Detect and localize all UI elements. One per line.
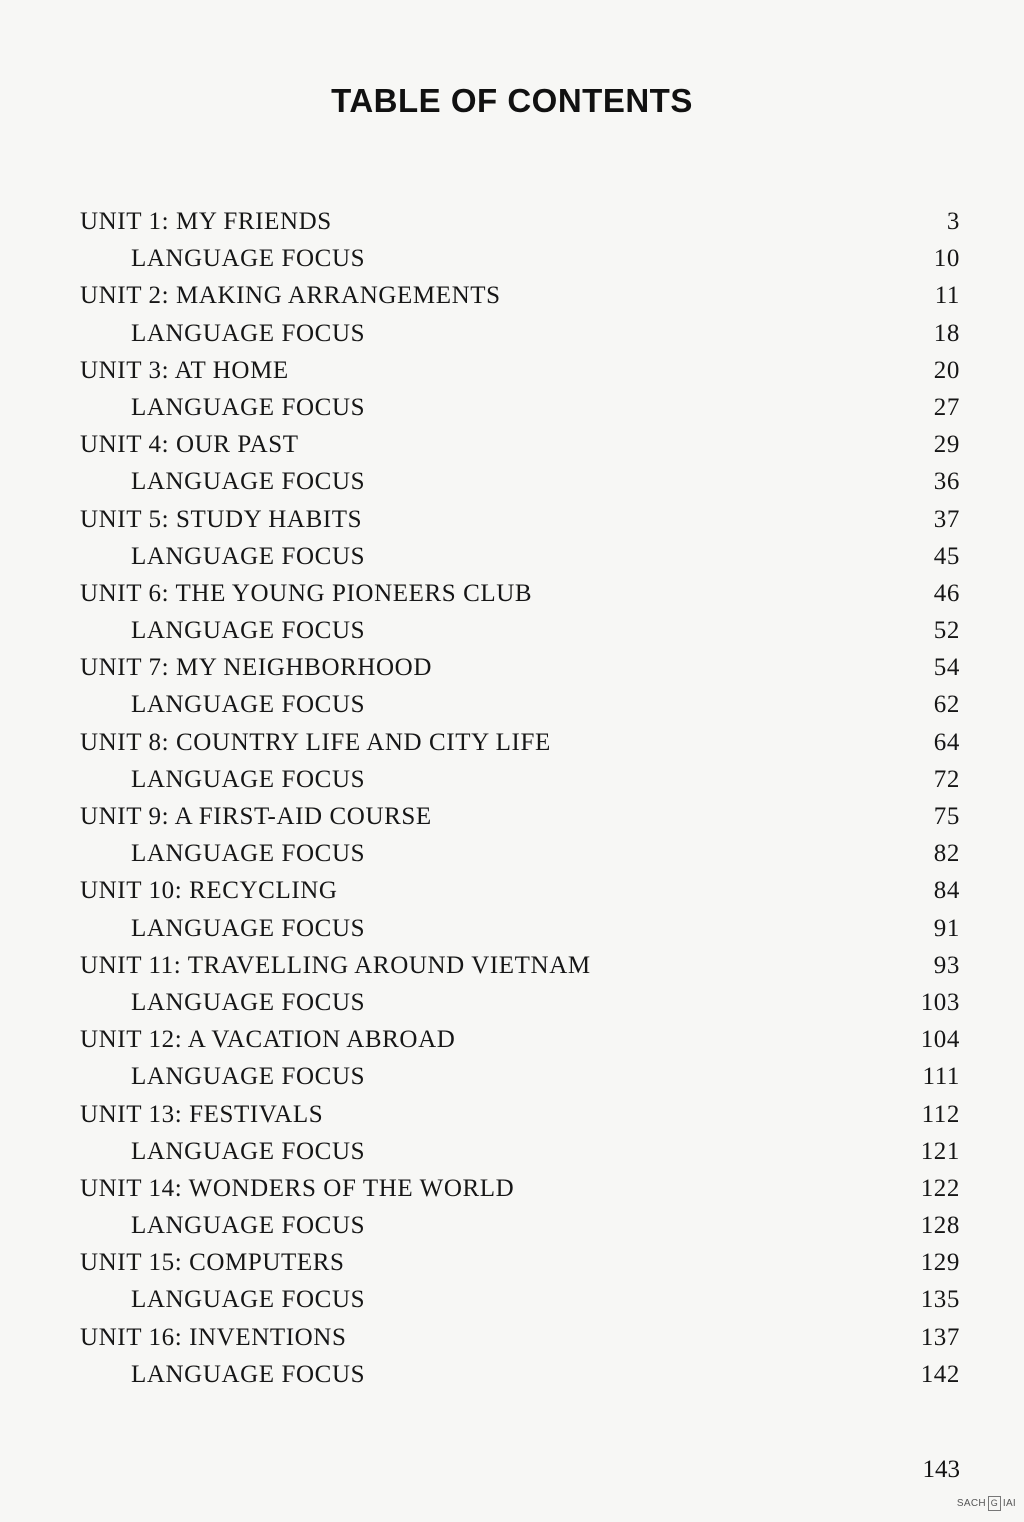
- toc-entry-label: LANGUAGE FOCUS: [131, 691, 366, 719]
- toc-entry-label: LANGUAGE FOCUS: [131, 1137, 366, 1165]
- toc-entry-label: UNIT 4: OUR PAST: [80, 431, 299, 459]
- toc-entry-page: 37: [933, 505, 960, 533]
- toc-entry-page: 82: [933, 840, 960, 868]
- toc-subentry: [80, 686, 962, 723]
- toc-entry-label: LANGUAGE FOCUS: [131, 617, 366, 645]
- toc-entry-page: 93: [933, 951, 960, 979]
- toc-entry: [80, 1096, 962, 1133]
- toc-entry-label: LANGUAGE FOCUS: [131, 1360, 366, 1388]
- toc-entry-label: LANGUAGE FOCUS: [131, 1286, 366, 1314]
- toc-entry: [80, 1170, 962, 1207]
- toc-entry-label: UNIT 1: MY FRIENDS: [80, 208, 332, 235]
- toc-entry: [80, 724, 962, 761]
- toc-entry-label: LANGUAGE FOCUS: [131, 988, 366, 1016]
- page-title: TABLE OF CONTENTS: [331, 82, 693, 119]
- toc-subentry: [80, 835, 962, 872]
- toc-entry-label: UNIT 13: FESTIVALS: [80, 1100, 324, 1128]
- toc-entry-label: UNIT 10: RECYCLING: [80, 877, 338, 905]
- toc-subentry: [80, 984, 962, 1021]
- toc-entry-label: LANGUAGE FOCUS: [131, 468, 366, 496]
- toc-entry-page: 11: [934, 282, 960, 310]
- toc-subentry: [80, 1281, 962, 1318]
- toc-entry-page: 18: [933, 319, 960, 347]
- toc-entry-label: LANGUAGE FOCUS: [131, 840, 366, 868]
- toc-entry-page: 135: [920, 1286, 960, 1314]
- toc-entry-page: 45: [933, 542, 960, 570]
- toc-entry-page: 128: [920, 1212, 960, 1240]
- toc-entry-page: 129: [920, 1249, 960, 1277]
- toc-entry-label: LANGUAGE FOCUS: [131, 319, 366, 347]
- watermark-logo: [957, 1496, 1016, 1511]
- toc-subentry: [80, 389, 962, 426]
- toc-entry-label: UNIT 16: INVENTIONS: [80, 1323, 347, 1351]
- toc-entry-page: 27: [933, 393, 960, 421]
- toc-entry-page: 20: [933, 356, 960, 384]
- toc-entry-page: 122: [920, 1174, 960, 1202]
- toc-entry-page: 3: [946, 208, 960, 235]
- toc-entry-label: UNIT 3: AT HOME: [80, 356, 289, 384]
- watermark-suffix: IAI: [1002, 1498, 1016, 1509]
- toc-entry-page: 111: [922, 1063, 960, 1091]
- toc-entry-page: 10: [933, 245, 960, 273]
- watermark-box: G: [988, 1496, 1001, 1511]
- toc-subentry: [80, 1133, 962, 1170]
- toc-entry: [80, 1319, 962, 1356]
- toc-subentry: [80, 538, 962, 575]
- toc-subentry: [80, 761, 962, 798]
- toc-entry-page: 72: [933, 765, 960, 793]
- toc-entry: [80, 872, 962, 909]
- toc-entry: [80, 352, 962, 389]
- toc-entry-label: UNIT 7: MY NEIGHBORHOOD: [80, 654, 432, 682]
- toc-entry-label: LANGUAGE FOCUS: [131, 393, 366, 421]
- toc-entry-label: UNIT 12: A VACATION ABROAD: [80, 1026, 456, 1054]
- toc-entry-page: 29: [933, 431, 960, 459]
- toc-entry: [80, 501, 962, 538]
- toc-subentry: [80, 240, 962, 277]
- toc-entry-page: 84: [933, 877, 960, 905]
- toc-subentry: [80, 1058, 962, 1095]
- toc-subentry: [80, 1207, 962, 1244]
- toc-entry: [80, 649, 962, 686]
- toc-entry-page: 54: [933, 654, 960, 682]
- toc-entry: [80, 947, 962, 984]
- toc-entry-page: 142: [920, 1360, 960, 1388]
- toc-subentry: [80, 612, 962, 649]
- toc-subentry: [80, 910, 962, 947]
- toc-entry-label: UNIT 8: COUNTRY LIFE AND CITY LIFE: [80, 728, 551, 756]
- toc-entry-label: LANGUAGE FOCUS: [131, 765, 366, 793]
- toc-entry: [80, 277, 962, 314]
- toc-entry: [80, 1244, 962, 1281]
- toc-entry-page: 75: [933, 803, 960, 830]
- toc-entry-page: 103: [920, 988, 960, 1016]
- toc-entry-page: 36: [933, 468, 960, 496]
- toc-entry: [80, 575, 962, 612]
- toc-entry-label: LANGUAGE FOCUS: [131, 1063, 366, 1091]
- toc-entry-page: 46: [933, 579, 960, 607]
- toc-entry: [80, 203, 962, 240]
- toc-entry-page: 91: [933, 914, 960, 942]
- toc-entry-page: 52: [933, 617, 960, 645]
- table-of-contents: [80, 203, 962, 1393]
- toc-entry-page: 62: [933, 691, 960, 719]
- toc-subentry: [80, 315, 962, 352]
- toc-entry-page: 121: [920, 1137, 960, 1165]
- toc-entry-label: LANGUAGE FOCUS: [131, 1212, 366, 1240]
- toc-entry: [80, 1021, 962, 1058]
- toc-entry-label: UNIT 9: A FIRST-AID COURSE: [80, 803, 432, 830]
- toc-entry-label: UNIT 11: TRAVELLING AROUND VIETNAM: [80, 951, 591, 979]
- toc-entry: [80, 426, 962, 463]
- toc-entry-label: UNIT 15: COMPUTERS: [80, 1249, 345, 1277]
- toc-entry-label: UNIT 2: MAKING ARRANGEMENTS: [80, 282, 501, 310]
- watermark-text: SACH: [956, 1498, 986, 1509]
- toc-entry-label: UNIT 14: WONDERS OF THE WORLD: [80, 1174, 515, 1202]
- toc-entry-page: 64: [933, 728, 960, 756]
- toc-entry-label: LANGUAGE FOCUS: [131, 245, 366, 273]
- toc-subentry: [80, 1356, 962, 1393]
- toc-entry-page: 104: [920, 1026, 960, 1054]
- toc-entry-label: LANGUAGE FOCUS: [131, 914, 366, 942]
- toc-subentry: [80, 463, 962, 500]
- page-number: 143: [922, 1456, 960, 1483]
- toc-entry-label: LANGUAGE FOCUS: [131, 542, 366, 570]
- toc-entry-page: 112: [921, 1100, 960, 1128]
- toc-entry-page: 137: [920, 1323, 960, 1351]
- toc-entry-label: UNIT 5: STUDY HABITS: [80, 505, 363, 533]
- toc-entry-label: UNIT 6: THE YOUNG PIONEERS CLUB: [80, 579, 533, 607]
- toc-entry: [80, 798, 962, 835]
